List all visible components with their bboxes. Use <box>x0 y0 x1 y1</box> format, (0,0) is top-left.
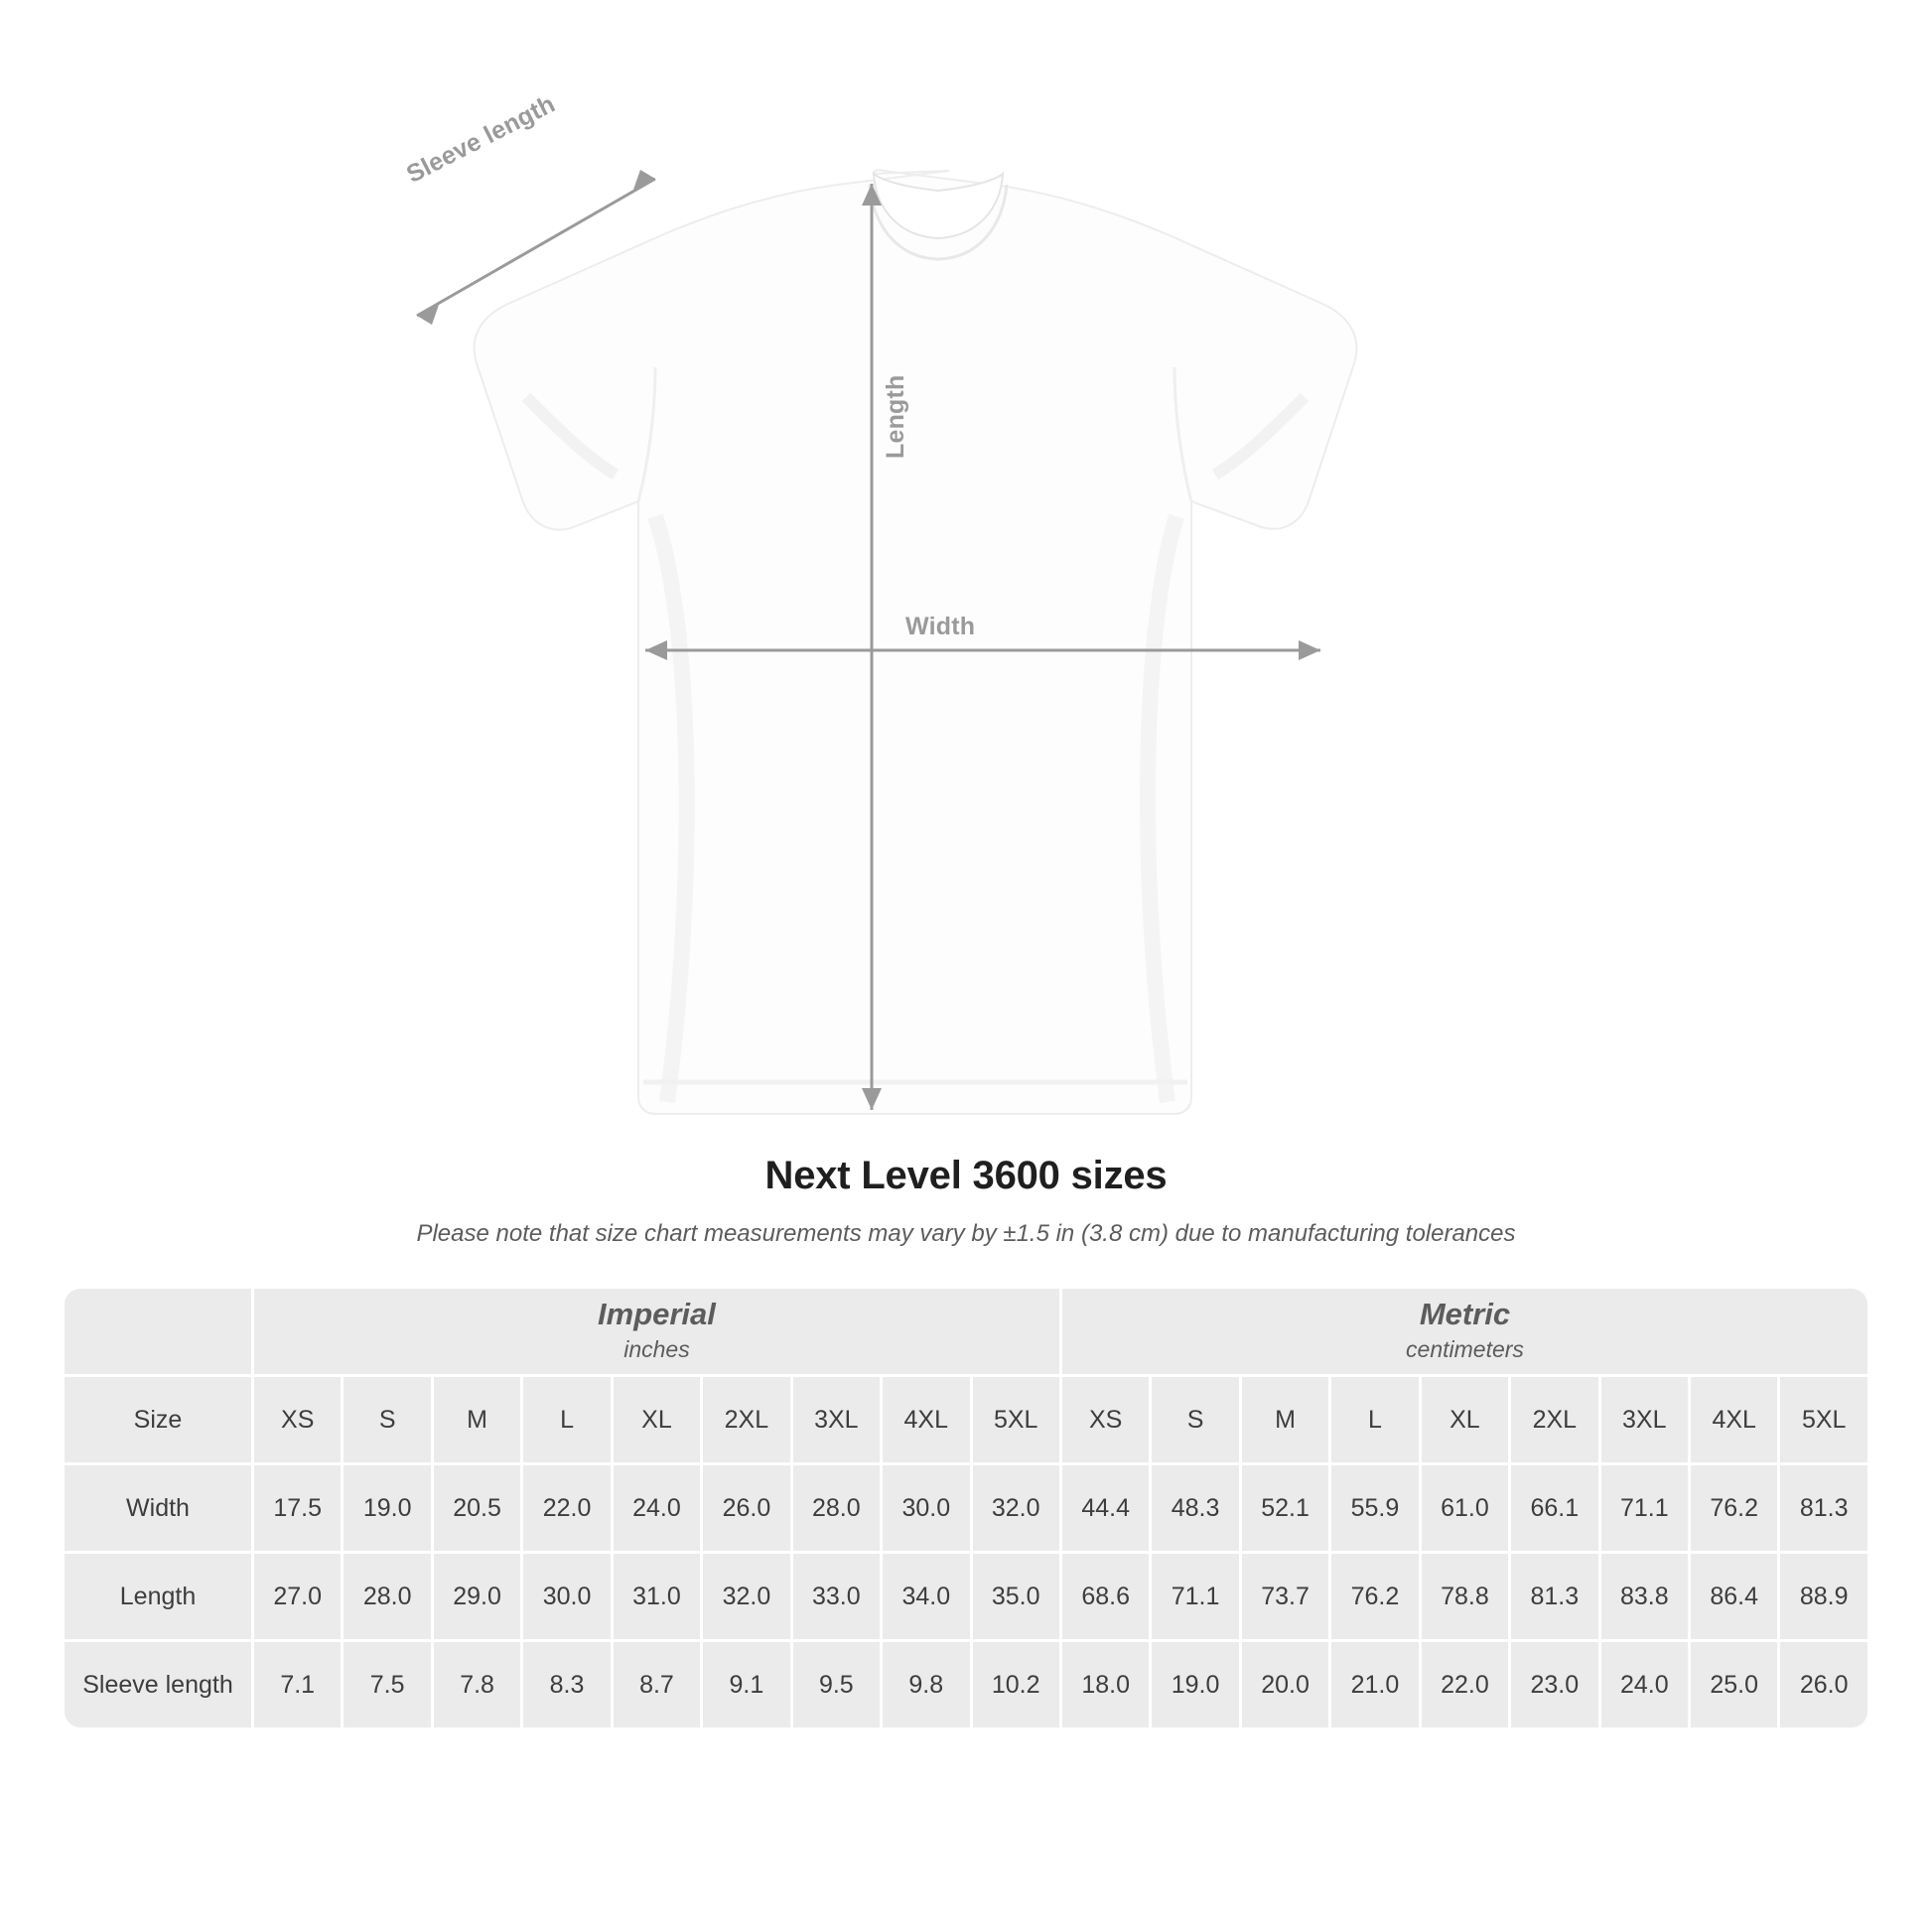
unit-group-metric-name: Metric <box>1419 1296 1511 1331</box>
unit-header-row <box>65 1289 1867 1374</box>
size-header-imperial-m: M <box>434 1377 520 1462</box>
cell-width-metric-4xl: 76.2 <box>1691 1465 1777 1551</box>
cell-width-metric-3xl: 71.1 <box>1601 1465 1688 1551</box>
width-label: Width <box>905 613 976 640</box>
cell-width-imperial-m: 20.5 <box>434 1465 520 1551</box>
cell-length-imperial-xl: 31.0 <box>614 1554 700 1639</box>
cell-width-imperial-2xl: 26.0 <box>703 1465 789 1551</box>
cell-length-imperial-3xl: 33.0 <box>793 1554 880 1639</box>
corner-cell <box>65 1289 251 1374</box>
cell-width-metric-2xl: 66.1 <box>1511 1465 1597 1551</box>
cell-length-metric-3xl: 83.8 <box>1601 1554 1688 1639</box>
cell-width-imperial-xs: 17.5 <box>254 1465 341 1551</box>
cell-length-metric-4xl: 86.4 <box>1691 1554 1777 1639</box>
size-header-imperial-3xl: 3XL <box>793 1377 880 1462</box>
cell-length-metric-s: 71.1 <box>1152 1554 1238 1639</box>
unit-group-imperial-sub: inches <box>623 1335 690 1362</box>
row-label-width: Width <box>65 1465 251 1551</box>
size-header-imperial-xl: XL <box>614 1377 700 1462</box>
cell-sleeve-metric-xs: 18.0 <box>1062 1642 1149 1727</box>
cell-width-metric-m: 52.1 <box>1242 1465 1328 1551</box>
cell-sleeve-imperial-m: 7.8 <box>434 1642 520 1727</box>
cell-width-metric-l: 55.9 <box>1331 1465 1418 1551</box>
cell-sleeve-imperial-s: 7.5 <box>344 1642 430 1727</box>
cell-sleeve-imperial-2xl: 9.1 <box>703 1642 789 1727</box>
table-row <box>65 1465 1867 1551</box>
size-label-cell: Size <box>65 1377 251 1462</box>
row-label-sleeve-length: Sleeve length <box>65 1642 251 1727</box>
size-header-metric-xl: XL <box>1422 1377 1508 1462</box>
cell-sleeve-imperial-4xl: 9.8 <box>883 1642 969 1727</box>
unit-group-metric-sub: centimeters <box>1406 1335 1524 1362</box>
size-header-metric-2xl: 2XL <box>1511 1377 1597 1462</box>
cell-sleeve-imperial-5xl: 10.2 <box>973 1642 1059 1727</box>
size-header-metric-3xl: 3XL <box>1601 1377 1688 1462</box>
cell-length-imperial-l: 30.0 <box>523 1554 610 1639</box>
size-header-metric-5xl: 5XL <box>1780 1377 1867 1462</box>
cell-sleeve-imperial-xs: 7.1 <box>254 1642 341 1727</box>
cell-length-metric-5xl: 88.9 <box>1780 1554 1867 1639</box>
cell-sleeve-metric-2xl: 23.0 <box>1511 1642 1597 1727</box>
sleeve-length-label: Sleeve length <box>402 89 560 189</box>
title-block <box>0 1154 1932 1248</box>
cell-length-imperial-xs: 27.0 <box>254 1554 341 1639</box>
cell-width-imperial-3xl: 28.0 <box>793 1465 880 1551</box>
unit-group-imperial <box>254 1289 1059 1374</box>
size-header-metric-xs: XS <box>1062 1377 1149 1462</box>
size-header-metric-4xl: 4XL <box>1691 1377 1777 1462</box>
cell-sleeve-imperial-3xl: 9.5 <box>793 1642 880 1727</box>
size-header-imperial-xs: XS <box>254 1377 341 1462</box>
cell-length-metric-xl: 78.8 <box>1422 1554 1508 1639</box>
cell-length-imperial-2xl: 32.0 <box>703 1554 789 1639</box>
cell-sleeve-metric-4xl: 25.0 <box>1691 1642 1777 1727</box>
cell-length-imperial-4xl: 34.0 <box>883 1554 969 1639</box>
size-header-imperial-5xl: 5XL <box>973 1377 1059 1462</box>
cell-width-metric-xl: 61.0 <box>1422 1465 1508 1551</box>
cell-width-imperial-xl: 24.0 <box>614 1465 700 1551</box>
size-header-metric-s: S <box>1152 1377 1238 1462</box>
cell-length-imperial-s: 28.0 <box>344 1554 430 1639</box>
cell-length-metric-m: 73.7 <box>1242 1554 1328 1639</box>
cell-width-metric-5xl: 81.3 <box>1780 1465 1867 1551</box>
size-header-metric-l: L <box>1331 1377 1418 1462</box>
cell-width-imperial-4xl: 30.0 <box>883 1465 969 1551</box>
tolerance-note: Please note that size chart measurements may vary by ±1.5 in (3.8 cm) due to manufacturing tolerances <box>416 1220 1516 1247</box>
cell-sleeve-metric-xl: 22.0 <box>1422 1642 1508 1727</box>
cell-sleeve-imperial-l: 8.3 <box>523 1642 610 1727</box>
cell-width-imperial-s: 19.0 <box>344 1465 430 1551</box>
unit-group-imperial-name: Imperial <box>598 1296 716 1331</box>
size-header-imperial-s: S <box>344 1377 430 1462</box>
cell-length-metric-l: 76.2 <box>1331 1554 1418 1639</box>
cell-length-imperial-5xl: 35.0 <box>973 1554 1059 1639</box>
cell-length-metric-xs: 68.6 <box>1062 1554 1149 1639</box>
size-header-metric-m: M <box>1242 1377 1328 1462</box>
size-chart-table-wrap <box>62 1286 1870 1730</box>
cell-sleeve-metric-m: 20.0 <box>1242 1642 1328 1727</box>
table-row <box>65 1554 1867 1639</box>
size-header-row <box>65 1377 1867 1462</box>
size-header-imperial-2xl: 2XL <box>703 1377 789 1462</box>
table-row <box>65 1642 1867 1727</box>
cell-width-metric-s: 48.3 <box>1152 1465 1238 1551</box>
length-label: Length <box>882 374 909 459</box>
cell-sleeve-metric-5xl: 26.0 <box>1780 1642 1867 1727</box>
size-chart-table <box>62 1286 1870 1730</box>
cell-width-metric-xs: 44.4 <box>1062 1465 1149 1551</box>
cell-sleeve-metric-s: 19.0 <box>1152 1642 1238 1727</box>
unit-group-metric <box>1062 1289 1867 1374</box>
size-header-imperial-l: L <box>523 1377 610 1462</box>
cell-length-imperial-m: 29.0 <box>434 1554 520 1639</box>
cell-sleeve-imperial-xl: 8.7 <box>614 1642 700 1727</box>
cell-sleeve-metric-l: 21.0 <box>1331 1642 1418 1727</box>
cell-length-metric-2xl: 81.3 <box>1511 1554 1597 1639</box>
page-title: Next Level 3600 sizes <box>764 1154 1168 1197</box>
tshirt-shape <box>475 170 1357 1114</box>
cell-sleeve-metric-3xl: 24.0 <box>1601 1642 1688 1727</box>
cell-width-imperial-5xl: 32.0 <box>973 1465 1059 1551</box>
cell-width-imperial-l: 22.0 <box>523 1465 610 1551</box>
row-label-length: Length <box>65 1554 251 1639</box>
size-header-imperial-4xl: 4XL <box>883 1377 969 1462</box>
